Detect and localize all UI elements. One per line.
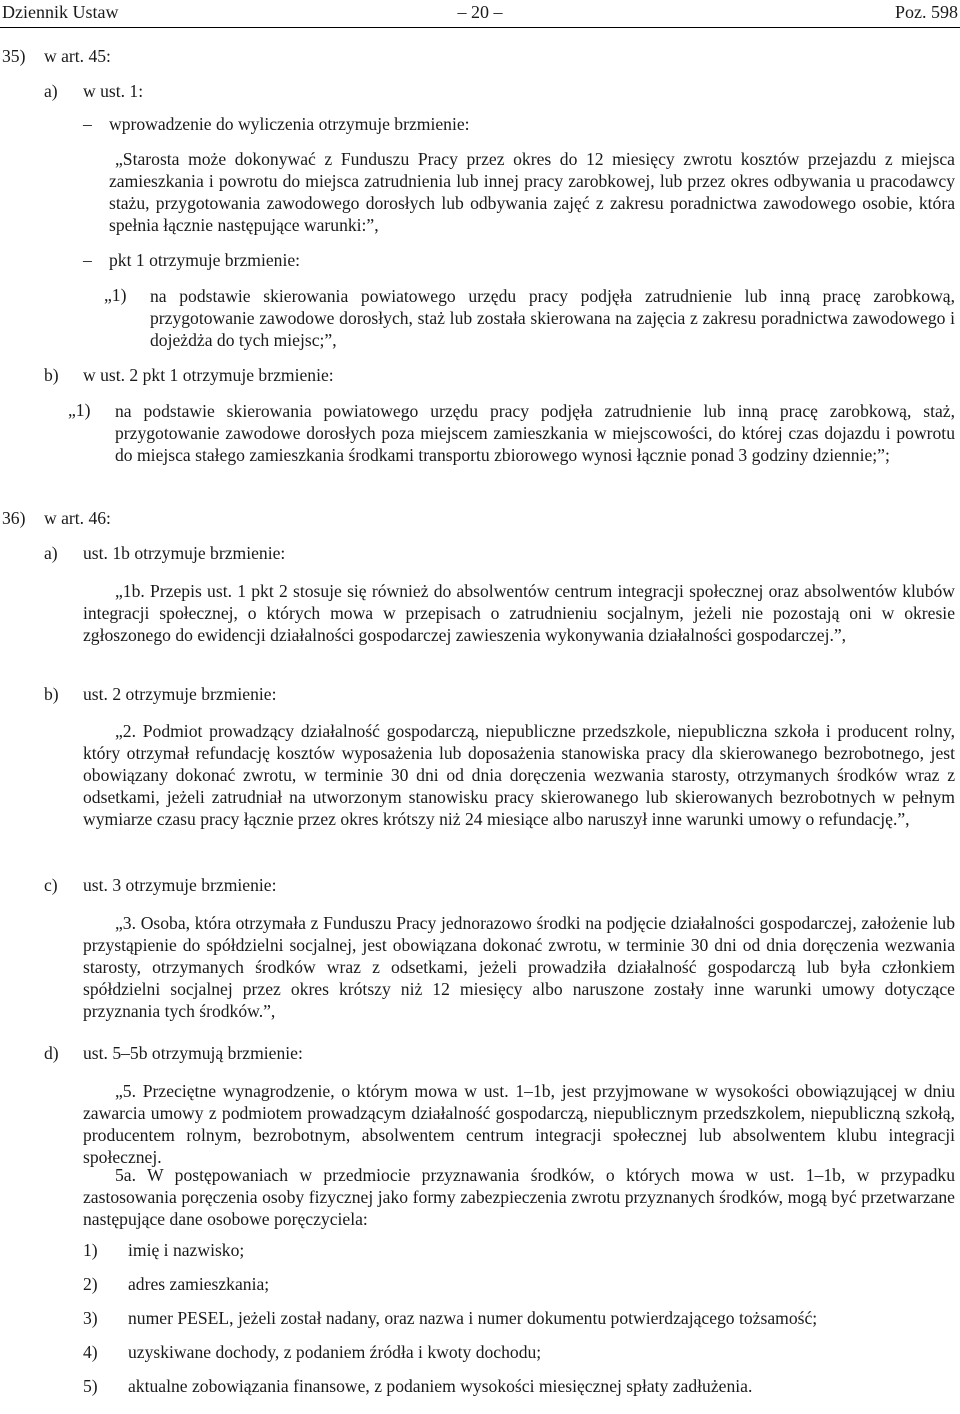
subitem-label: c): [44, 875, 58, 895]
subitem-label: a): [44, 81, 58, 101]
item-text: w art. 45:: [44, 46, 111, 66]
item-text: w art. 46:: [44, 508, 111, 528]
item-number: 35): [2, 46, 26, 66]
point-number: „1): [68, 400, 91, 420]
list-item-number: 2): [83, 1274, 98, 1294]
quoted-paragraph: „Starosta może dokonywać z Funduszu Pracy przez okres do 12 miesięcy zwrotu kosztów przejazdu z miejsca zamieszkania i powrotu do miejsca zatrudnienia lub innej pracy zarobkowej, lub przez okres odbywania u pracodawcy stażu, przygotowania zawodowego dorosłych lub odbywania zajęć z zakresu poradnictwa zawodowego osobie, która spełnia łącznie następujące warunki:”,: [109, 149, 955, 235]
page-header: [0, 0, 960, 24]
dash-marker: –: [83, 250, 92, 270]
point-text: na podstawie skierowania powiatowego urzędu pracy podjęła zatrudnienie lub inną pracę zarobkową, przygotowanie zawodowe dorosłych, staż lub została skierowana na zajęcia z zakresu poradnictwa zawodowego i dojeżdża do tych miejsc;”,: [150, 286, 955, 350]
subitem-text: ust. 5–5b otrzymują brzmienie:: [83, 1043, 303, 1063]
quoted-paragraph: „3. Osoba, która otrzymała z Funduszu Pracy jednorazowo środki na podjęcie działalności gospodarczej, założenie lub przystąpienie do spółdzielni socjalnej, jest obowiązana dokonać zwrotu, w terminie 30 dni od dnia doręczenia wezwania starosty, otrzymanych środków wraz z odsetkami, jeżeli prowadziła działalność gospodarczą lub była członkiem spółdzielni socjalnej przez okres krótszy niż 12 miesięcy albo naruszone zostały inne warunki umowy dotyczące przyznania tych środków.”,: [83, 913, 955, 1021]
list-item-text: aktualne zobowiązania finansowe, z podaniem wysokości miesięcznej spłaty zadłużenia.: [128, 1376, 753, 1396]
list-item-text: numer PESEL, jeżeli został nadany, oraz nazwa i numer dokumentu potwierdzającego tożsamość;: [128, 1308, 818, 1328]
subitem-label: a): [44, 543, 58, 563]
quoted-paragraph: „2. Podmiot prowadzący działalność gospodarczą, niepubliczne przedszkole, niepubliczna szkoła i producent rolny, który otrzymał refundację kosztów wyposażenia lub doposażenia stanowiska pracy dla skierowanego bezrobotnego, jest obowiązany dokonać zwrotu, w terminie 30 dni od dnia doręczenia wezwania starosty, otrzymanych środków wraz z odsetkami, jeżeli zatrudniał na utworzonym stanowisku pracy skierowanego lub skierowanych bezrobotnych w pełnym wymiarze czasu pracy łącznie przez okres krótszy niż 24 miesiące albo naruszył inne warunki umowy o refundację.”,: [83, 721, 955, 829]
position-number: Poz. 598: [895, 2, 958, 22]
point-number: „1): [104, 285, 127, 305]
point-text: na podstawie skierowania powiatowego urzędu pracy podjęła zatrudnienie lub inną pracę zarobkową, staż, przygotowanie zawodowe dorosłych poza miejscem zamieszkania w miejscowości, do której czas dojazdu i powrotu do miejsca stałego zamieszkania środkami transportu zbiorowego wynosi łącznie ponad 3 godziny dziennie;”;: [115, 401, 955, 465]
subitem-label: b): [44, 684, 59, 704]
subitem-text: ust. 2 otrzymuje brzmienie:: [83, 684, 277, 704]
list-item-number: 1): [83, 1240, 98, 1260]
journal-title: Dziennik Ustaw: [2, 2, 119, 22]
dash-marker: –: [83, 114, 92, 134]
quoted-paragraph: „1b. Przepis ust. 1 pkt 2 stosuje się również do absolwentów centrum integracji społecznej oraz absolwentów klubów integracji społecznej, o których mowa w przepisach o zatrudnieniu socjalnym, jeżeli nie pozostają oni w okresie zgłoszonego do ewidencji działalności gospodarczej zawieszenia wykonywania działalności gospodarczej.”,: [83, 581, 955, 645]
subitem-text: w ust. 1:: [83, 81, 144, 101]
list-item-text: imię i nazwisko;: [128, 1240, 245, 1260]
item-number: 36): [2, 508, 26, 528]
subitem-label: b): [44, 365, 59, 385]
subitem-label: d): [44, 1043, 59, 1063]
list-item-number: 4): [83, 1342, 98, 1362]
list-item-text: adres zamieszkania;: [128, 1274, 270, 1294]
list-item-number: 5): [83, 1376, 98, 1396]
subitem-text: ust. 3 otrzymuje brzmienie:: [83, 875, 277, 895]
page-number: – 20 –: [457, 2, 503, 22]
quoted-paragraph: „5. Przeciętne wynagrodzenie, o którym mowa w ust. 1–1b, jest przyjmowane w wysokości obowiązującej w dniu zawarcia umowy z podmiotem prowadzącym działalność gospodarczą, niepublicznym przedszkolem, niepubliczną szkołą, producentem rolnym, bezrobotnym, absolwentem centrum integracji społecznej lub absolwentem klubu integracji społecznej.: [83, 1081, 955, 1167]
list-item-number: 3): [83, 1308, 98, 1328]
header-rule: [0, 27, 960, 28]
dash-text: wprowadzenie do wyliczenia otrzymuje brzmienie:: [109, 114, 470, 134]
subitem-text: ust. 1b otrzymuje brzmienie:: [83, 543, 286, 563]
list-item-text: uzyskiwane dochody, z podaniem źródła i kwoty dochodu;: [128, 1342, 542, 1362]
paragraph: 5a. W postępowaniach w przedmiocie przyznawania środków, o których mowa w ust. 1–1b, w przypadku zastosowania poręczenia osoby fizycznej jako formy zabezpieczenia zwrotu przyznanych środków, mogą być przetwarzane następujące dane osobowe poręczyciela:: [83, 1165, 955, 1229]
dash-text: pkt 1 otrzymuje brzmienie:: [109, 250, 301, 270]
subitem-text: w ust. 2 pkt 1 otrzymuje brzmienie:: [83, 365, 334, 385]
